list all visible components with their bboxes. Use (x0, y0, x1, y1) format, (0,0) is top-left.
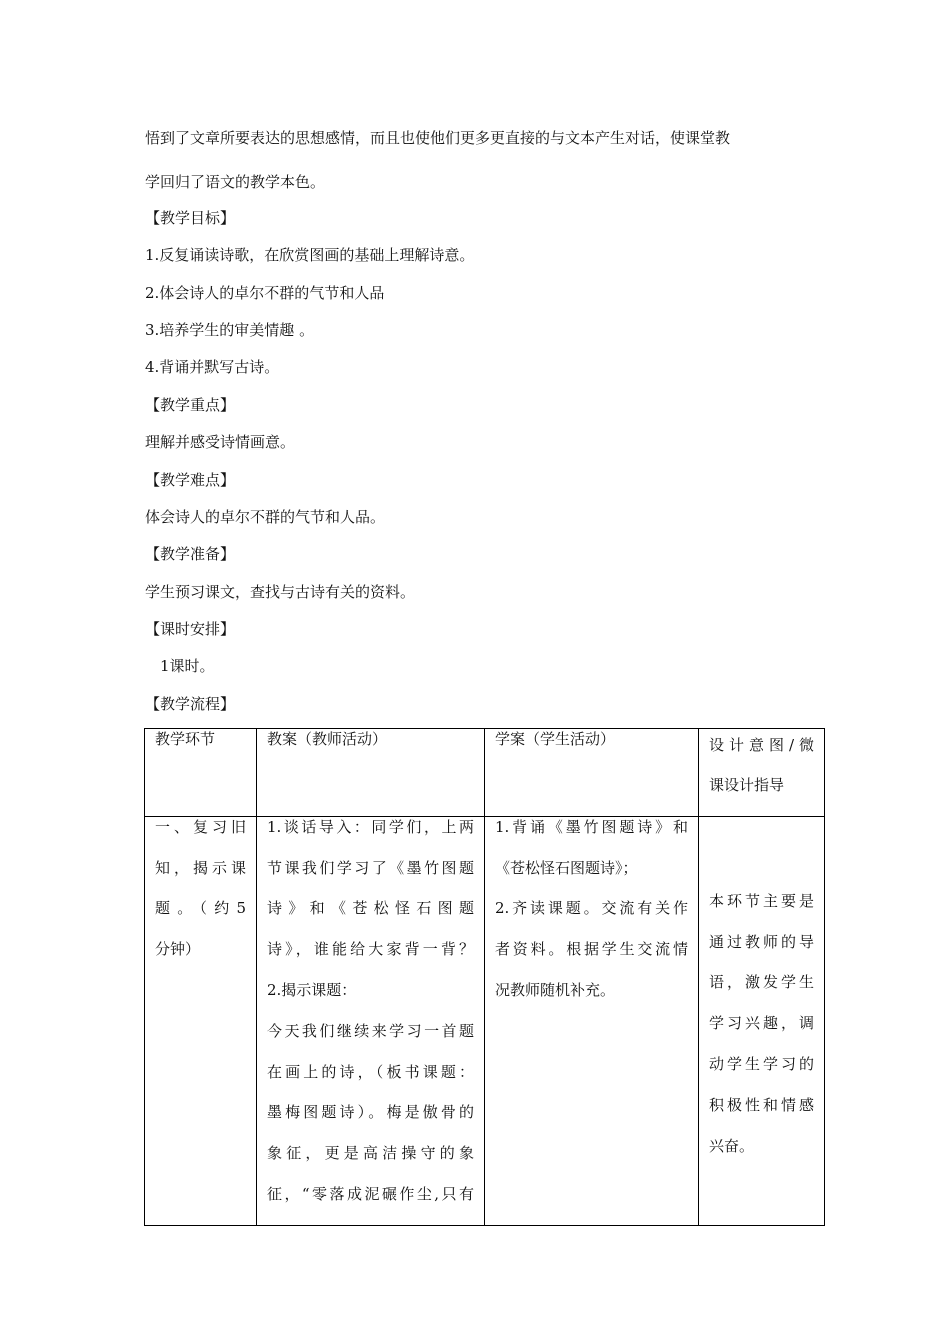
student-line: 《苍松怪石图题诗》； (495, 858, 638, 877)
design-line: 积极性和情感 (709, 1095, 814, 1114)
stage-line: 分钟） (155, 940, 201, 959)
table-header-row (145, 729, 825, 817)
intro-line-2: 学回归了语文的教学本色。 (145, 173, 326, 191)
teacher-line: 象征，更是高洁操守的象 (267, 1144, 474, 1163)
student-line: 况教师随机补充。 (495, 980, 616, 999)
student-line: 者资料。根据学生交流情 (495, 940, 688, 959)
student-line: 2.齐读课题。交流有关作 (495, 899, 688, 918)
stage-line: 题。（约5 (155, 899, 246, 918)
goals-heading: 【教学目标】 (145, 209, 236, 227)
process-heading: 【教学流程】 (145, 695, 236, 713)
goal-item-3: 3.培养学生的审美情趣 。 (145, 321, 315, 339)
stage-cell (145, 816, 257, 1225)
goal-item-1: 1.反复诵读诗歌，在欣赏图画的基础上理解诗意。 (145, 246, 475, 264)
teacher-line: 诗》和《苍松怪石图题 (267, 899, 474, 918)
design-line: 兴奋。 (709, 1136, 755, 1155)
student-activity-cell (485, 816, 699, 1225)
key-point-heading: 【教学重点】 (145, 396, 236, 414)
teacher-line: 在画上的诗，（板书课题： (267, 1062, 474, 1081)
design-line: 动学生学习的 (709, 1054, 814, 1073)
intro-line-1: 悟到了文章所要表达的思想感情，而且也使他们更多更直接的与文本产生对话，使课堂教 (145, 129, 731, 147)
goal-item-2: 2.体会诗人的卓尔不群的气节和人品 (145, 284, 385, 302)
header-design-line-2: 课设计指导 (709, 776, 785, 794)
preparation-text: 学生预习课文，查找与古诗有关的资料。 (145, 583, 416, 601)
process-table (144, 728, 825, 1226)
teacher-line: 征，“零落成泥碾作尘,只有 (267, 1184, 474, 1203)
header-design-line-1: 设计意图/微 (709, 736, 814, 754)
header-teacher-activity: 教案（教师活动） (257, 729, 485, 817)
student-line: 1.背诵《墨竹图题诗》和 (495, 817, 688, 836)
design-line: 通过教师的导 (709, 932, 814, 951)
header-design-intent (699, 729, 825, 817)
schedule-heading: 【课时安排】 (145, 620, 236, 638)
difficulty-text: 体会诗人的卓尔不群的气节和人品。 (145, 508, 386, 526)
key-point-text: 理解并感受诗情画意。 (145, 433, 296, 451)
preparation-heading: 【教学准备】 (145, 545, 236, 563)
teacher-line: 今天我们继续来学习一首题 (267, 1021, 474, 1040)
teacher-activity-cell (257, 816, 485, 1225)
teacher-line: 节课我们学习了《墨竹图题 (267, 858, 474, 877)
teacher-line: 1.谈话导入：同学们，上两 (267, 817, 474, 836)
design-line: 学习兴趣，调 (709, 1014, 814, 1033)
stage-line: 知，揭示课 (155, 858, 246, 877)
teacher-line: 诗》，谁能给大家背一背？ (267, 940, 474, 959)
design-line: 语，激发学生 (709, 973, 814, 992)
table-row (145, 816, 825, 1225)
teacher-line: 2.揭示课题： (267, 980, 357, 999)
teacher-line: 墨梅图题诗）。梅是傲骨的 (267, 1103, 474, 1122)
design-line: 本环节主要是 (709, 891, 814, 910)
difficulty-heading: 【教学难点】 (145, 471, 236, 489)
header-stage: 教学环节 (145, 729, 257, 817)
schedule-text: 1课时。 (160, 657, 215, 675)
design-intent-cell (699, 816, 825, 1225)
header-student-activity: 学案（学生活动） (485, 729, 699, 817)
goal-item-4: 4.背诵并默写古诗。 (145, 358, 280, 376)
stage-line: 一、复习旧 (155, 817, 246, 836)
